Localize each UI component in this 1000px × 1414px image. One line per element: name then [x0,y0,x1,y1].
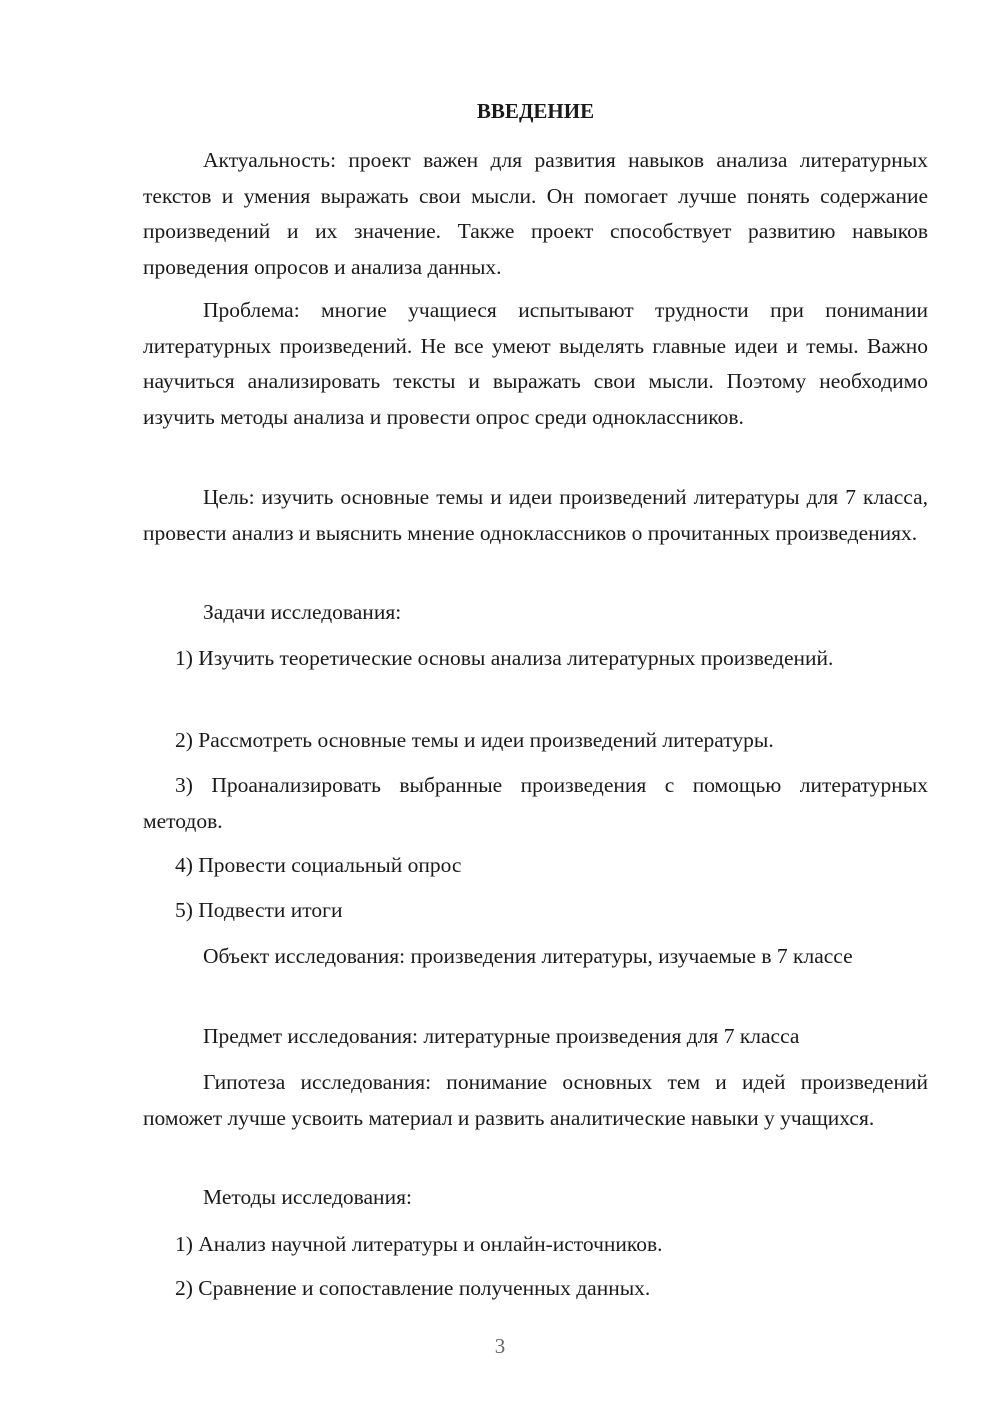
method-item-2: 2) Сравнение и сопоставление полученных данных. [175,1276,651,1300]
paragraph-object: Объект исследования: произведения литературы, изучаемые в 7 классе [203,944,853,968]
paragraph-relevance: Актуальность: проект важен для развития навыков анализа литературных текстов и умения выражать свои мысли. Он помогает лучше понять содержание произведений и их значение. Также проект способствует развитию навыков проведения опросов и анализа данных. [143,148,928,279]
task-item-1: 1) Изучить теоретические основы анализа литературных произведений. [175,646,834,670]
page-number: 3 [494,1334,506,1358]
paragraph-goal: Цель: изучить основные темы и идеи произведений литературы для 7 класса, провести анализ и выяснить мнение одноклассников о прочитанных произведениях. [143,485,928,545]
task-item-3: 3) Проанализировать выбранные произведения с помощью литературных методов. [143,773,928,833]
methods-heading: Методы исследования: [203,1185,412,1209]
task-item-2: 2) Рассмотреть основные темы и идеи произведений литературы. [175,728,774,752]
method-item-1: 1) Анализ научной литературы и онлайн-источников. [175,1232,663,1256]
task-item-4: 4) Провести социальный опрос [175,853,462,877]
paragraph-problem: Проблема: многие учащиеся испытывают трудности при понимании литературных произведений. Не все умеют выделять главные идеи и темы. Важно научиться анализировать тексты и выражать свои мысли. Поэтому необходимо изучить методы анализа и провести опрос среди одноклассников. [143,298,928,429]
tasks-heading: Задачи исследования: [203,600,402,624]
paragraph-subject: Предмет исследования: литературные произведения для 7 класса [203,1024,800,1048]
section-title: ВВЕДЕНИЕ [476,99,595,123]
paragraph-hypothesis: Гипотеза исследования: понимание основных тем и идей произведений поможет лучше усвоить материал и развить аналитические навыки у учащихся. [143,1070,928,1130]
task-item-5: 5) Подвести итоги [175,898,343,922]
